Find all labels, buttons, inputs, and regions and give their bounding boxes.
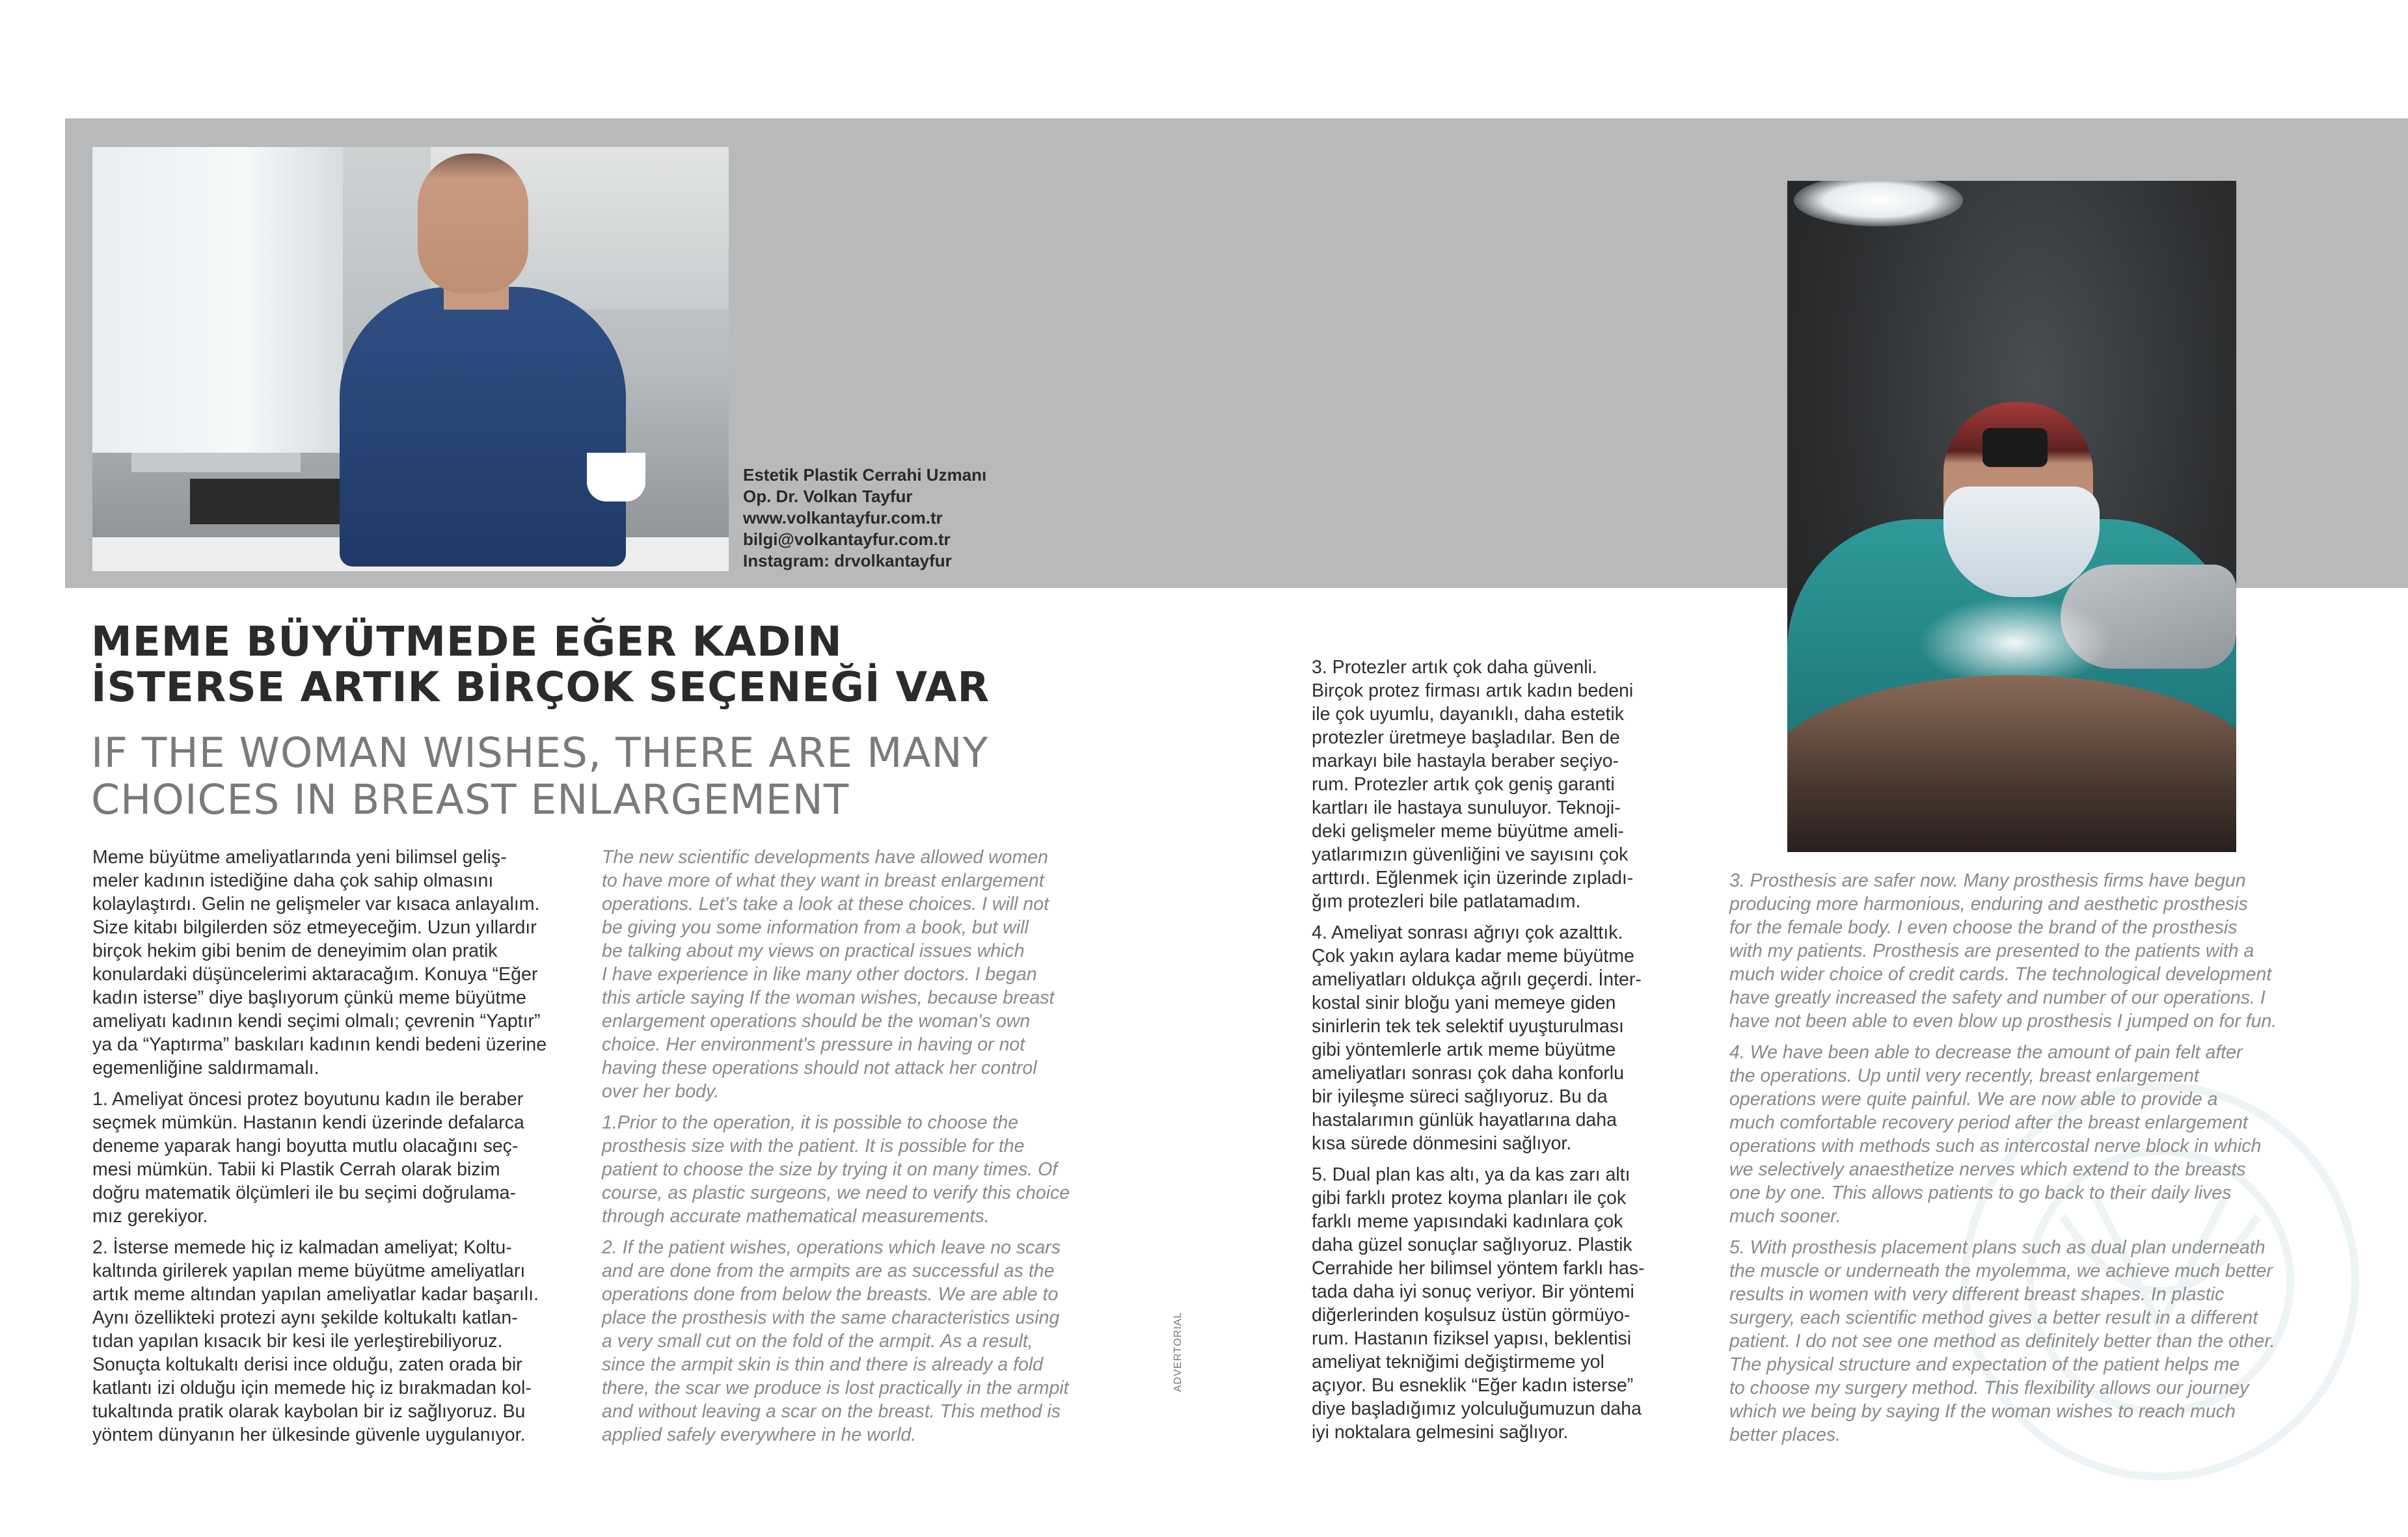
paragraph: 4. We have been able to decrease the amount of pain felt after the operations. Up until very recently, breast enlargement operations were quite painful. We are now able to provide a much comfortable recovery period after the breast enlargement operations with methods such as intercostal nerve block in which we selectively anaesthetize nerves which extend to the breasts one by one. This allows patients to go back to their daily lives much sooner. [1729, 1042, 2262, 1227]
column-4-english [1729, 869, 2302, 1454]
coffee-cup [587, 453, 645, 501]
paragraph: 5. Dual plan kas altı, ya da kas zarı altı gibi farklı protez koyma planları ile çok farklı meme yapısındaki kadınlara çok daha güzel sonuçlar sağlıyoruz. Plastik Cerrahide her bilimsel yöntem farklı has- tada daha iyi sonuç veriyor. Bir yöntemi diğerlerinden koşulsuz üstün görmüyo- rum. Hastanın fiziksel yapısı, beklentisi ameliyat tekniğimi değiştirmeme yol açıyor. Bu esneklik “Eğer kadın isterse” diye başladığımız yolculuğumuzun daha iyi noktalara gelmesini sağlıyor. [1312, 1164, 1645, 1443]
headline-en-line-2: CHOICES IN BREAST ENLARGEMENT [91, 776, 850, 823]
author-caption [743, 464, 986, 572]
caption-email: bilgi@volkantayfur.com.tr [743, 529, 951, 549]
paragraph: Meme büyütme ameliyatlarında yeni bilimsel geliş- meler kadının istediğine daha çok sahip olmasını kolaylaştırdı. Gelin ne gelişmeler var kısaca anlayalım. Size kitabı bilgilerden söz etmeyeceğim. Uzun yıllardır birçok hekim gibi benim de deneyimim olan pratik konulardaki düşüncelerimi aktaracağım. Konuya “Eğer kadın isterse” diye başlıyorum çünkü meme büyütme ameliyatı kadının kendi seçimi olmalı; çevrenin “Yaptır” ya da “Yaptırma” baskıları kadının kendi bedeni üzerine egemenliğine saldırmamalı. [92, 847, 547, 1078]
headline-tr-line-1: MEME BÜYÜTMEDE EĞER KADIN [91, 618, 843, 665]
headline-en-line-1: IF THE WOMAN WISHES, THERE ARE MANY [91, 729, 989, 777]
caption-instagram: Instagram: drvolkantayfur [743, 551, 952, 570]
paragraph: 3. Prosthesis are safer now. Many prosthesis firms have begun producing more harmonious, enduring and aesthetic prosthesis for the female body. I even choose the brand of the prosthesis with my patients. Prosthesis are presented to the patients with a much wider choice of credit cards. The technological development have greatly increased the safety and number of our operations. I have not been able to even blow up prosthesis I jumped on for fun. [1729, 870, 2277, 1032]
paragraph: 1.Prior to the operation, it is possible to choose the prosthesis size with the patient. It is possible for the patient to choose the size by trying it on many times. Of course, as plastic surgeons, we need to verify this choice through accurate mathematical measurements. [602, 1112, 1070, 1227]
surgical-light [1794, 181, 1963, 226]
caption-name: Op. Dr. Volkan Tayfur [743, 487, 913, 506]
paragraph: 2. İsterse memede hiç iz kalmadan ameliyat; Koltu- kaltında girilerek yapılan meme büyütme ameliyatları artık meme altından yapılan ameliyatlar kadar başarılı. Aynı özellikteki protezi aynı şekilde koltukaltı katlan- tıdan yapılan kısacık bir kesi ile yerleştirebiliyoruz. Sonuçta koltukaltı derisi ince olduğu, zaten orada bir katlantı izi olduğu için memede hiç iz bırakmadan kol- tukaltında pratik olarak kaybolan bir iz sağlıyoruz. Bu yöntem dünyanın her ülkesinde güvenle uygulanıyor. [92, 1237, 539, 1445]
headline-english [91, 730, 988, 823]
column-3-turkish [1312, 656, 1676, 1452]
headline-tr-line-2: İSTERSE ARTIK BİRÇOK SEÇENEĞİ VAR [91, 663, 990, 711]
caption-title: Estetik Plastik Cerrahi Uzmanı [743, 465, 987, 485]
headlamp [1982, 428, 2048, 467]
paragraph: 3. Protezler artık çok daha güvenli. Birçok protez firması artık kadın bedeni ile çok uyumlu, dayanıklı, daha estetik protezler üretmeye başladılar. Ben de markayı bile hastayla beraber seçiyo- rum. Protezler artık çok geniş garanti kartları ile hastaya sunuluyor. Teknoji- deki gelişmeler meme büyütme ameli- yatlarımızın güvenliğini ve sayısını çok arttırdı. Eğlenmek için üzerinde zıpladı- ğım protezleri bile patlatamadım. [1312, 657, 1634, 912]
paragraph: The new scientific developments have allowed women to have more of what they want in breast enlargement operations. Let’s take a look at these choices. I will not be giving you some information from a book, but will be talking about my views on practical issues which I have experience in like many other doctors. I began this article saying If the woman wishes, because breast enlargement operations should be the woman's own choice. Her environment's pressure in having or not having these operations should not attack her control over her body. [602, 847, 1055, 1102]
doctor-portrait-photo [92, 147, 729, 571]
headline-turkish [91, 619, 990, 710]
column-2-english [602, 846, 1096, 1454]
paragraph: 4. Ameliyat sonrası ağrıyı çok azalttık. Çok yakın aylara kadar meme büyütme ameliyatları oldukça ağrılı geçerdi. İnter- kostal sinir bloğu yani memeye giden sinirlerin tek tek selektif uyuşturulması gibi yöntemlerle artık meme büyütme ameliyatları sonrası çok daha konforlu bir iyileşme süreci sağlıyoruz. Bu da hastalarımın günlük hayatlarına daha kısa sürede dönmesini sağlıyor. [1312, 922, 1642, 1154]
advertorial-label: ADVERTORIAL [1172, 1311, 1184, 1392]
paragraph: 1. Ameliyat öncesi protez boyutunu kadın ile beraber seçmek mümkün. Hastanın kendi üzerinde defalarca deneme yaparak hangi boyutta mutlu olacağını seç- mesi mümkün. Tabii ki Plastik Cerrah olarak bizim doğru matematik ölçümleri ile bu seçimi doğrulama- mız gerekiyor. [92, 1089, 524, 1227]
surgeon-operating-photo [1787, 181, 2236, 852]
column-1-turkish [92, 846, 561, 1454]
caption-website: www.volkantayfur.com.tr [743, 508, 943, 528]
paragraph: 5. With prosthesis placement plans such as dual plan underneath the muscle or underneath the myolemma, we achieve much better results in women with very different breast shapes. In plastic surgery, each scientific method gives a better result in a different patient. I do not see one method as definitely better than the other. The physical structure and expectation of the patient helps me to choose my surgery method. This flexibility allows our journey which we being by saying If the woman wishes to reach much better places. [1729, 1237, 2275, 1445]
paragraph: 2. If the patient wishes, operations which leave no scars and are done from the armpits are as successful as the operations done from below the breasts. We are able to place the prosthesis with the same characteristics using a very small cut on the fold of the armpit. As a result, since the armpit skin is thin and there is already a fold there, the scar we produce is lost practically in the armpit and without leaving a scar on the breast. This method is applied safely everywhere in he world. [602, 1237, 1069, 1445]
